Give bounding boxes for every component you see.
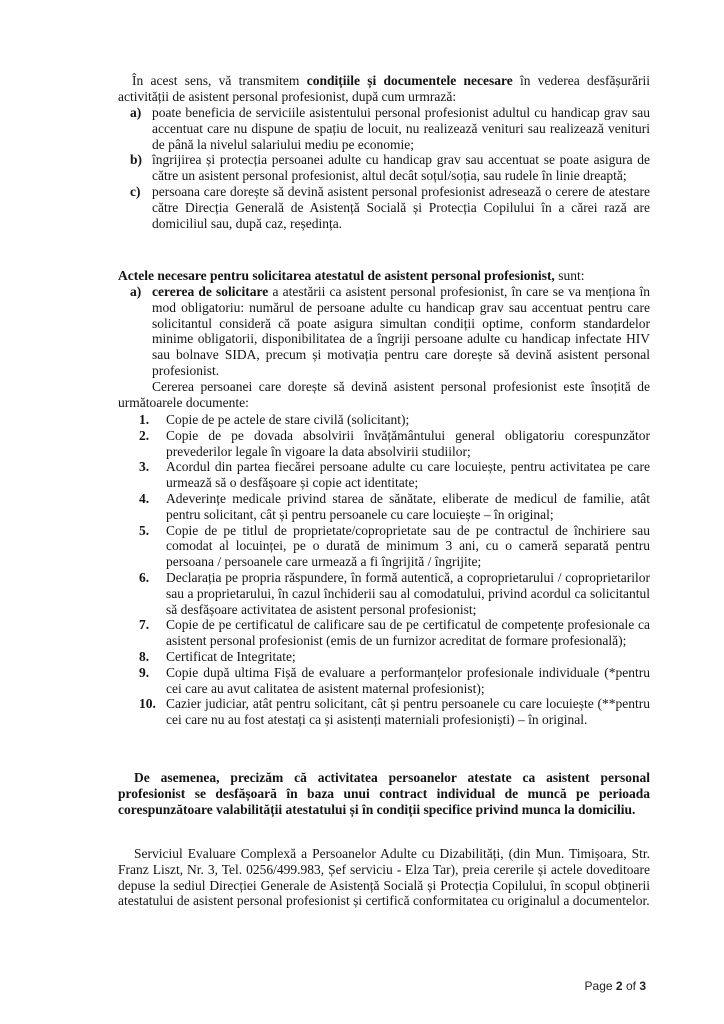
document-text: Acordul din partea fiecărei persoane adulte cu care locuiește, pentru activitatea pe care urmează să o desfășoare și copie act identitate; xyxy=(166,459,650,491)
required-documents-heading xyxy=(118,268,650,284)
document-number: 3. xyxy=(139,459,150,475)
document-item xyxy=(118,649,650,665)
document-item xyxy=(118,570,650,617)
total-pages: 3 xyxy=(639,979,646,993)
request-text: a atestării ca asistent personal profesionist, în care se va menționa în mod obligatoriu: numărul de persoane adulte cu handicap grav sau accentuat pentru care solicitantul consideră că poate asigura simultan condiții optime, conform standardelor minime obligatorii, disponibilitatea de a îngriji persoane adulte cu handicap infectate HIV sau bolnave SIDA, precum și motivația pentru care dorește să devină asistent personal profesionist. xyxy=(152,284,650,378)
document-text: Adeverințe medicale privind starea de sănătate, eliberate de medicul de familie, atât pentru solicitant, cât și pentru persoanele cu care locuiește – în original; xyxy=(166,490,650,522)
service-paragraph: Serviciul Evaluare Complexă a Persoanelor Adulte cu Dizabilități, (din Mun. Timișoara, Str. Franz Liszt, Nr. 3, Tel. 0256/499.983, Șef serviciu - Elza Tar), preia cererile și actele doveditoare depuse la sediul Direcției Generale de Asistență Socială și Protecția Copilului, în scopul obținerii atestatului de asistent personal profesionist și certifică conformitatea cu originalul a documentelor. xyxy=(118,846,650,909)
condition-label: c) xyxy=(130,183,141,199)
document-item xyxy=(118,617,650,649)
document-number: 9. xyxy=(139,664,150,680)
document-number: 2. xyxy=(139,427,150,443)
condition-item xyxy=(118,184,650,231)
heading-rest: sunt: xyxy=(554,268,585,283)
document-text: Copie după ultima Fișă de evaluare a performanțelor profesionale individuale (*pentru cei care au avut calitatea de asistent maternal profesionist); xyxy=(166,664,650,696)
document-number: 1. xyxy=(139,412,150,427)
document-number: 7. xyxy=(139,617,150,633)
document-item xyxy=(118,491,650,523)
document-number: 4. xyxy=(139,490,150,506)
document-text: Copie de pe certificatul de calificare sau de pe certificatul de competențe profesionale ca asistent personal profesionist (emis de un furnizor acreditat de formare profesională); xyxy=(166,617,650,649)
intro-paragraph xyxy=(118,73,650,105)
documents-intro-paragraph: Cererea persoanei care dorește să devină asistent personal profesionist este însoțită de următoarele documente: xyxy=(118,379,650,410)
document-text: Copie de pe actele de stare civilă (solicitant); xyxy=(166,412,410,427)
condition-text: îngrijirea și protecția persoanei adulte cu handicap grav sau accentuat se poate asigura de către un asistent personal profesionist, altul decât soțul/soția, sau rudele în linie dreaptă; xyxy=(152,152,650,184)
document-text: Copie de pe dovada absolvirii învățământului general obligatoriu corespunzător prevederilor legale în vigoare la data absolvirii studiilor; xyxy=(166,427,650,459)
condition-label: a) xyxy=(130,105,142,120)
condition-item xyxy=(118,152,650,184)
request-list xyxy=(118,284,650,379)
request-bold: cererea de solicitare xyxy=(152,284,269,299)
request-item xyxy=(118,284,650,379)
contract-note: De asemenea, precizăm că activitatea persoanelor atestate ca asistent personal profesionist se desfășoară în baza unui contract individual de muncă pe perioada corespunzătoare valabilității atestatului și în condiții specifice privind munca la domiciliu. xyxy=(118,770,650,817)
document-text: Copie de pe titlul de proprietate/coproprietate sau de pe contractul de închiriere sau comodat al locuinței, pe o durată de minimum 3 ani, cu o cameră separată pentru persoana / persoanele care urmează a fi îngrijită / îngrijite; xyxy=(166,522,650,570)
intro-lead: În acest sens, vă transmitem xyxy=(132,73,307,88)
condition-text: poate beneficia de serviciile asistentului personal profesionist adultul cu handicap grav sau accentuat care nu dispune de spațiu de locuit, nu realizează venituri sau realizează venituri de până la nivelul salariului mediu pe economie; xyxy=(152,105,650,152)
request-label: a) xyxy=(130,284,142,299)
conditions-list xyxy=(118,105,650,231)
page-word: Page xyxy=(584,979,613,993)
intro-bold: condițiile și documentele necesare xyxy=(306,73,513,88)
document-text: Declarația pe propria răspundere, în formă autentică, a coproprietarului / coproprietarilor sau a proprietarului, în cazul închiderii sau al comodatului, privind acordul ca solicitantul să desfășoare activitatea de asistent personal profesionist; xyxy=(166,569,650,617)
of-word: of xyxy=(625,979,636,993)
document-item xyxy=(118,696,650,728)
documents-list xyxy=(118,412,650,728)
document-number: 5. xyxy=(139,522,150,538)
condition-label: b) xyxy=(130,152,143,168)
heading-bold: Actele necesare pentru solicitarea atestatul de asistent personal profesionist, xyxy=(118,268,555,283)
document-item xyxy=(118,428,650,460)
intro-rest: în vederea desfășurării activității de asistent personal profesionist, după cum urmrază: xyxy=(118,73,651,104)
document-item xyxy=(118,665,650,697)
document-item xyxy=(118,523,650,570)
document-text: Cazier judiciar, atât pentru solicitant, cât și pentru persoanele cu care locuiește (**pentru cei care nu au fost atestați ca și asistenți materniali profesioniști) – în original. xyxy=(166,696,650,728)
page-number xyxy=(585,979,646,993)
condition-text: persoana care dorește să devină asistent personal profesionist adresează o cerere de atestare către Direcția Generală de Asistență Socială și Protecția Copilului în a cărei rază are domiciliul sau, după caz, reședința. xyxy=(152,183,650,231)
current-page: 2 xyxy=(615,979,623,993)
document-item xyxy=(118,459,650,491)
condition-item xyxy=(118,105,650,152)
document-item xyxy=(118,412,650,428)
document-number: 10. xyxy=(139,696,156,712)
document-number: 8. xyxy=(139,648,150,664)
document-text: Certificat de Integritate; xyxy=(166,648,296,664)
document-number: 6. xyxy=(139,569,150,585)
